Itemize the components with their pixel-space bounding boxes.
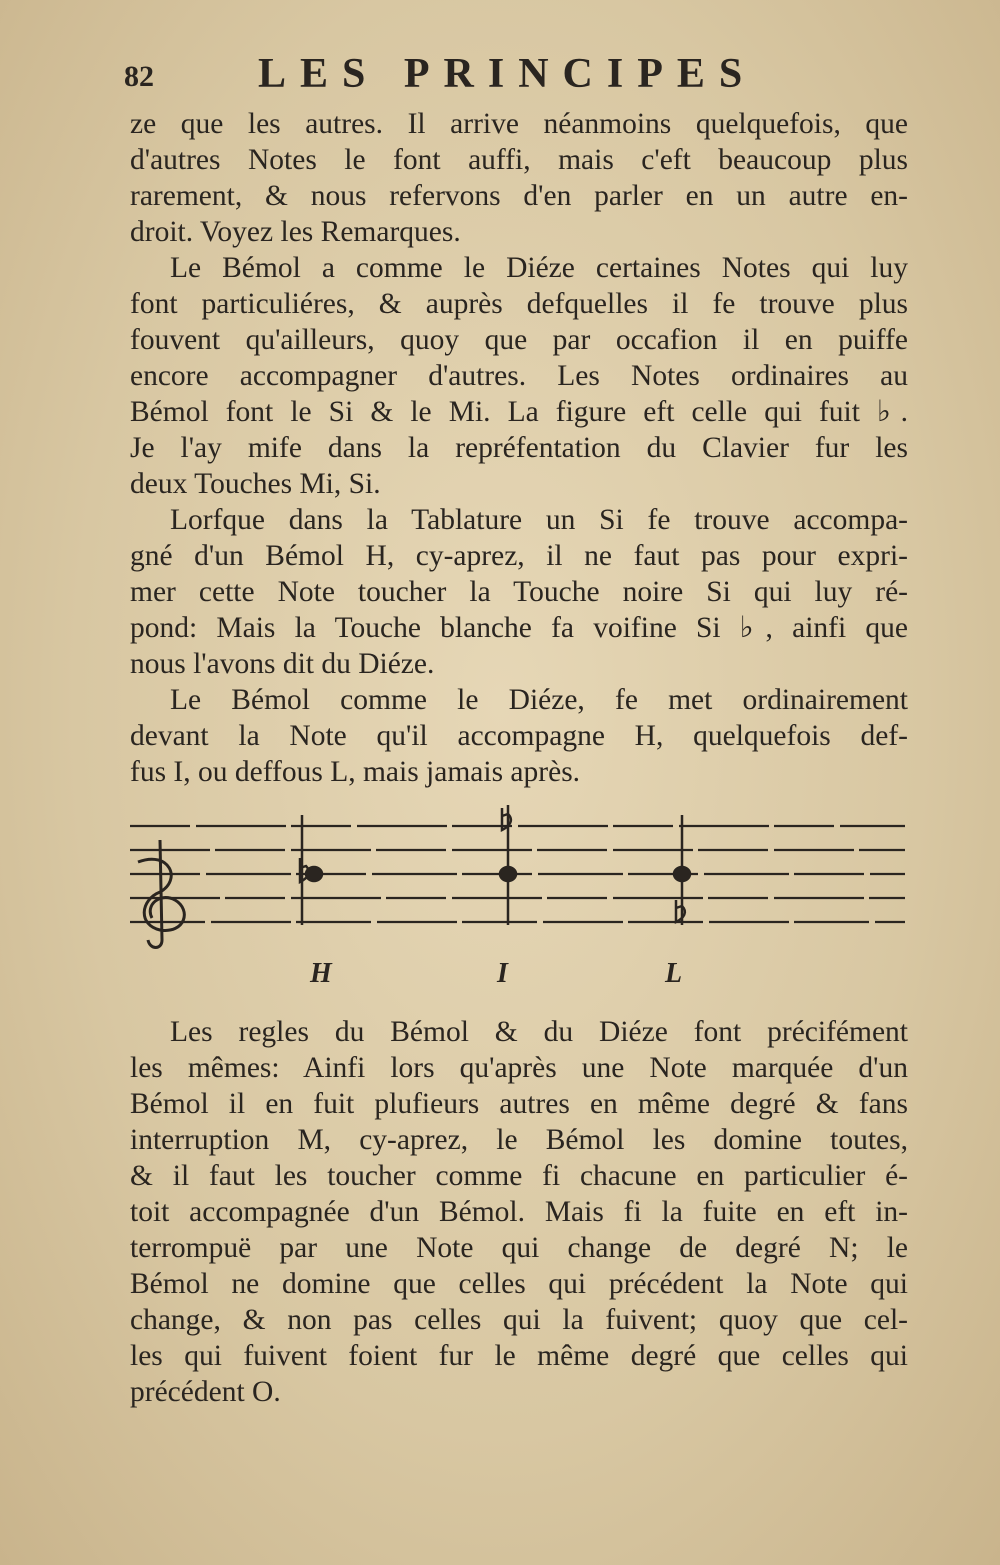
text-line: terrompuë par une Note qui change de degré N; le <box>130 1232 908 1264</box>
text-line: change, & non pas celles qui la fuivent; quoy que cel- <box>130 1304 908 1336</box>
text-line: précédent O. <box>130 1376 281 1408</box>
figure-label-h: H <box>310 958 332 989</box>
text-line: fus I, ou deffous L, mais jamais après. <box>130 756 581 788</box>
text-line: d'autres Notes le font auffi, mais c'eft beaucoup plus <box>130 144 908 176</box>
text-line: encore accompagner d'autres. Les Notes ordinaires au <box>130 360 908 392</box>
treble-clef-icon <box>138 840 184 948</box>
text-line: interruption M, cy-aprez, le Bémol les domine toutes, <box>130 1124 908 1156</box>
text-line: les mêmes: Ainfi lors qu'après une Note marquée d'un <box>130 1052 908 1084</box>
text-line: rarement, & nous refervons d'en parler en un autre en- <box>130 180 908 212</box>
text-line: pond: Mais la Touche blanche fa voifine Si ♭, ainfi que <box>130 612 908 644</box>
text-line: Lorfque dans la Tablature un Si fe trouve accompa- <box>170 504 908 536</box>
text-line: droit. Voyez les Remarques. <box>130 216 461 248</box>
text-line: Bémol il en fuit plufieurs autres en même degré & fans <box>130 1088 908 1120</box>
text-line: gné d'un Bémol H, cy-aprez, il ne faut pas pour expri- <box>130 540 908 572</box>
figure-label-l: L <box>665 958 683 989</box>
text-line: Le Bémol a comme le Diéze certaines Notes qui luy <box>170 252 908 284</box>
text-line: les qui fuivent foient fur le même degré que celles qui <box>130 1340 908 1372</box>
figure-label-i: I <box>497 958 508 989</box>
text-line: nous l'avons dit du Diéze. <box>130 648 435 680</box>
staff-lines <box>130 826 905 922</box>
page-header <box>120 48 920 98</box>
text-line: Les regles du Bémol & du Diéze font précifément <box>170 1016 908 1048</box>
text-line: Le Bémol comme le Diéze, fe met ordinairement <box>170 684 908 716</box>
text-line: mer cette Note toucher la Touche noire Si qui luy ré- <box>130 576 908 608</box>
music-staff-figure <box>130 800 910 990</box>
page-number: 82 <box>124 60 154 93</box>
text-line: ze que les autres. Il arrive néanmoins quelquefois, que <box>130 108 908 140</box>
text-line: Bémol ne domine que celles qui précédent la Note qui <box>130 1268 908 1300</box>
text-line: fouvent qu'ailleurs, quoy que par occafion il en puiffe <box>130 324 908 356</box>
text-block-upper <box>130 106 908 790</box>
text-line: toit accompagnée d'un Bémol. Mais fi la fuite en eft in- <box>130 1196 908 1228</box>
text-line: Bémol font le Si & le Mi. La figure eft celle qui fuit ♭. <box>130 396 908 428</box>
text-block-lower <box>130 1014 908 1410</box>
note-l <box>674 815 690 925</box>
note-h <box>300 815 322 925</box>
text-line: font particuliéres, & auprès defquelles il fe trouve plus <box>130 288 908 320</box>
text-line: & il faut les toucher comme fi chacune en particulier é- <box>130 1160 908 1192</box>
note-i <box>500 805 516 925</box>
text-line: devant la Note qu'il accompagne H, quelquefois def- <box>130 720 908 752</box>
text-line: deux Touches Mi, Si. <box>130 468 381 500</box>
running-head: LES PRINCIPES <box>258 51 757 97</box>
text-line: Je l'ay mife dans la repréfentation du Clavier fur les <box>130 432 908 464</box>
